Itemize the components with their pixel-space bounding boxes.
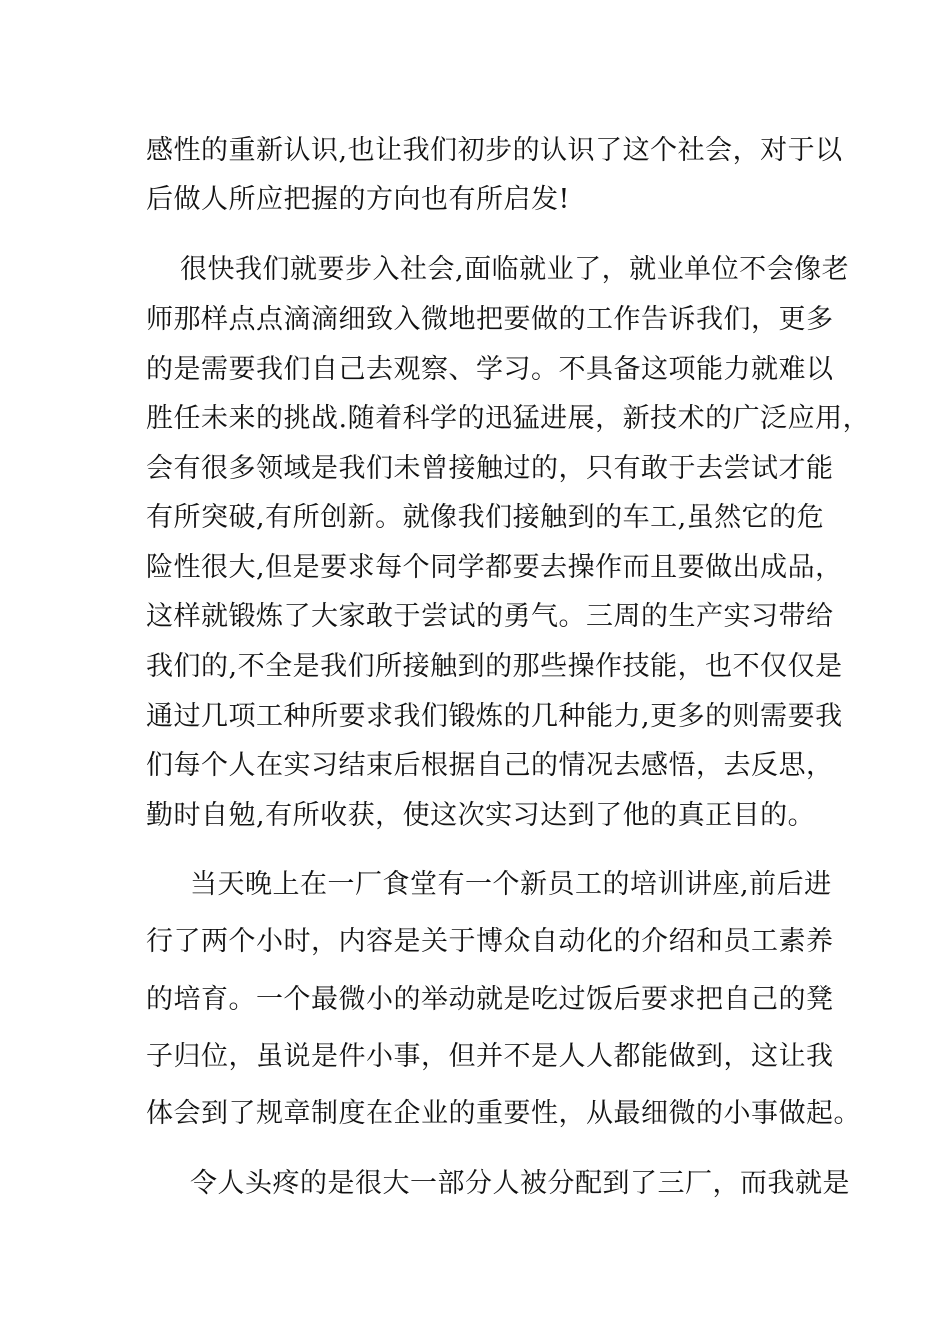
paragraph-2-line-2: 师那样点点滴滴细致入微地把要做的工作告诉我们，更多	[146, 304, 834, 335]
paragraph-2-line-3: 的是需要我们自己去观察、学习。不具备这项能力就难以	[146, 354, 834, 385]
paragraph-3-line-5: 体会到了规章制度在企业的重要性，从最细微的小事做起。	[146, 1098, 861, 1129]
paragraph-2-line-5: 会有很多领域是我们未曾接触过的，只有敢于去尝试才能	[146, 453, 834, 484]
paragraph-3-line-2: 行了两个小时，内容是关于博众自动化的介绍和员工素养	[146, 926, 834, 957]
paragraph-3-line-3: 的培育。一个最微小的举动就是吃过饭后要求把自己的凳	[146, 984, 834, 1015]
paragraph-1-line-2: 后做人所应把握的方向也有所启发!	[146, 184, 570, 215]
paragraph-2-line-6: 有所突破,有所创新。就像我们接触到的车工,虽然它的危	[146, 502, 825, 533]
paragraph-2-line-11: 们每个人在实习结束后根据自己的情况去感悟，去反思，	[146, 750, 834, 781]
paragraph-4-line-1: 令人头疼的是很大一部分人被分配到了三厂，而我就是	[190, 1168, 850, 1199]
paragraph-2-line-12: 勤时自勉,有所收获，使这次实习达到了他的真正目的。	[146, 800, 816, 831]
paragraph-3-line-4: 子归位，虽说是件小事，但并不是人人都能做到，这让我	[146, 1041, 834, 1072]
paragraph-1-line-1: 感性的重新认识,也让我们初步的认识了这个社会，对于以	[146, 135, 843, 166]
paragraph-2-line-4: 胜任未来的挑战.随着科学的迅猛进展，新技术的广泛应用，	[146, 403, 871, 434]
paragraph-2-line-8: 这样就锻炼了大家敢于尝试的勇气。三周的生产实习带给	[146, 601, 834, 632]
paragraph-2-line-1: 很快我们就要步入社会,面临就业了，就业单位不会像老	[180, 254, 850, 285]
paragraph-2-line-10: 通过几项工种所要求我们锻炼的几种能力,更多的则需要我	[146, 701, 843, 732]
paragraph-3-line-1: 当天晚上在一厂食堂有一个新员工的培训讲座,前后进	[190, 869, 832, 900]
paragraph-2-line-9: 我们的,不全是我们所接触到的那些操作技能，也不仅仅是	[146, 651, 843, 682]
paragraph-2-line-7: 险性很大,但是要求每个同学都要去操作而且要做出成品，	[146, 552, 843, 583]
